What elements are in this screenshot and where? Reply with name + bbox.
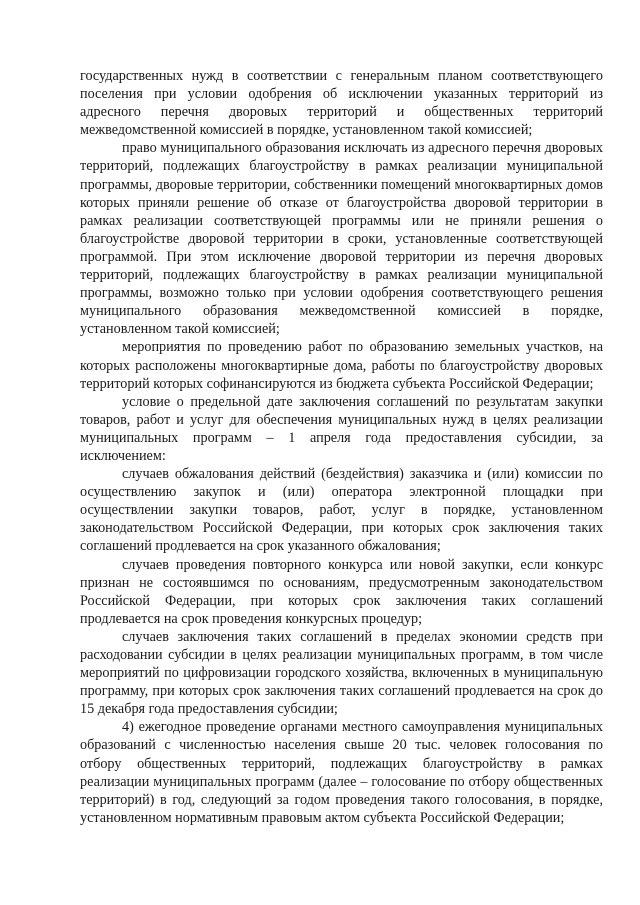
paragraph-5: случаев обжалования действий (бездействия) заказчика и (или) комиссии по осуществлению закупок и (или) оператора электронной площадки при осуществлении закупки товаров, работ, услуг в порядке, установленном законодательством Российской Федерации, при которых срок заключения таких соглашений продлевается на срок указанного обжалования; bbox=[80, 466, 603, 555]
paragraph-6: случаев проведения повторного конкурса или новой закупки, если конкурс признан не состоявшимся по основаниям, предусмотренным законодательством Российской Федерации, при которых срок заключения таких соглашений продлевается на срок проведения конкурсных процедур; bbox=[80, 556, 603, 627]
paragraph-1: государственных нужд в соответствии с генеральным планом соответствующего поселения при условии одобрения об исключении указанных территорий из адресного перечня дворовых территорий и общественных территорий межведомственной комиссией в порядке, установленном такой комиссией; bbox=[80, 68, 603, 139]
paragraph-7: случаев заключения таких соглашений в пределах экономии средств при расходовании субсидии в целях реализации муниципальных программ, в том числе мероприятий по цифровизации городского хозяйства, включенных в муниципальную программу, при которых срок заключения таких соглашений продлевается на срок до 15 декабря года предоставления субсидии; bbox=[80, 628, 603, 718]
paragraph-4: условие о предельной дате заключения соглашений по результатам закупки товаров, работ и услуг для обеспечения муниципальных нужд в целях реализации муниципальных программ – 1 апреля года предоставления субсидии, за исключением: bbox=[80, 393, 603, 464]
paragraph-3: мероприятия по проведению работ по образованию земельных участков, на которых расположены многоквартирные дома, работы по благоустройству дворовых территорий которых софинансируются из бюджета субъекта Российской Федерации; bbox=[80, 339, 603, 392]
document-body bbox=[80, 67, 603, 827]
paragraph-2: право муниципального образования исключать из адресного перечня дворовых территорий, подлежащих благоустройству в рамках реализации муниципальной программы, дворовые территории, собственники помещений многоквартирных домов которых приняли решение об отказе от благоустройства дворовой территории в рамках реализации соответствующей программы или не приняли решения о благоустройстве дворовой территории в сроки, установленные соответствующей программой. При этом исключение дворовой территории из перечня дворовых территорий, подлежащих благоустройству в рамках реализации муниципальной программы, возможно только при условии одобрения соответствующего решения муниципального образования межведомственной комиссией в порядке, установленном такой комиссией; bbox=[80, 140, 603, 338]
paragraph-8: 4) ежегодное проведение органами местного самоуправления муниципальных образований с численностью населения свыше 20 тыс. человек голосования по отбору общественных территорий, подлежащих благоустройству в рамках реализации муниципальных программ (далее – голосование по отбору общественных территорий) в год, следующий за годом проведения такого голосования, в порядке, установленном нормативным правовым актом субъекта Российской Федерации; bbox=[80, 719, 603, 826]
